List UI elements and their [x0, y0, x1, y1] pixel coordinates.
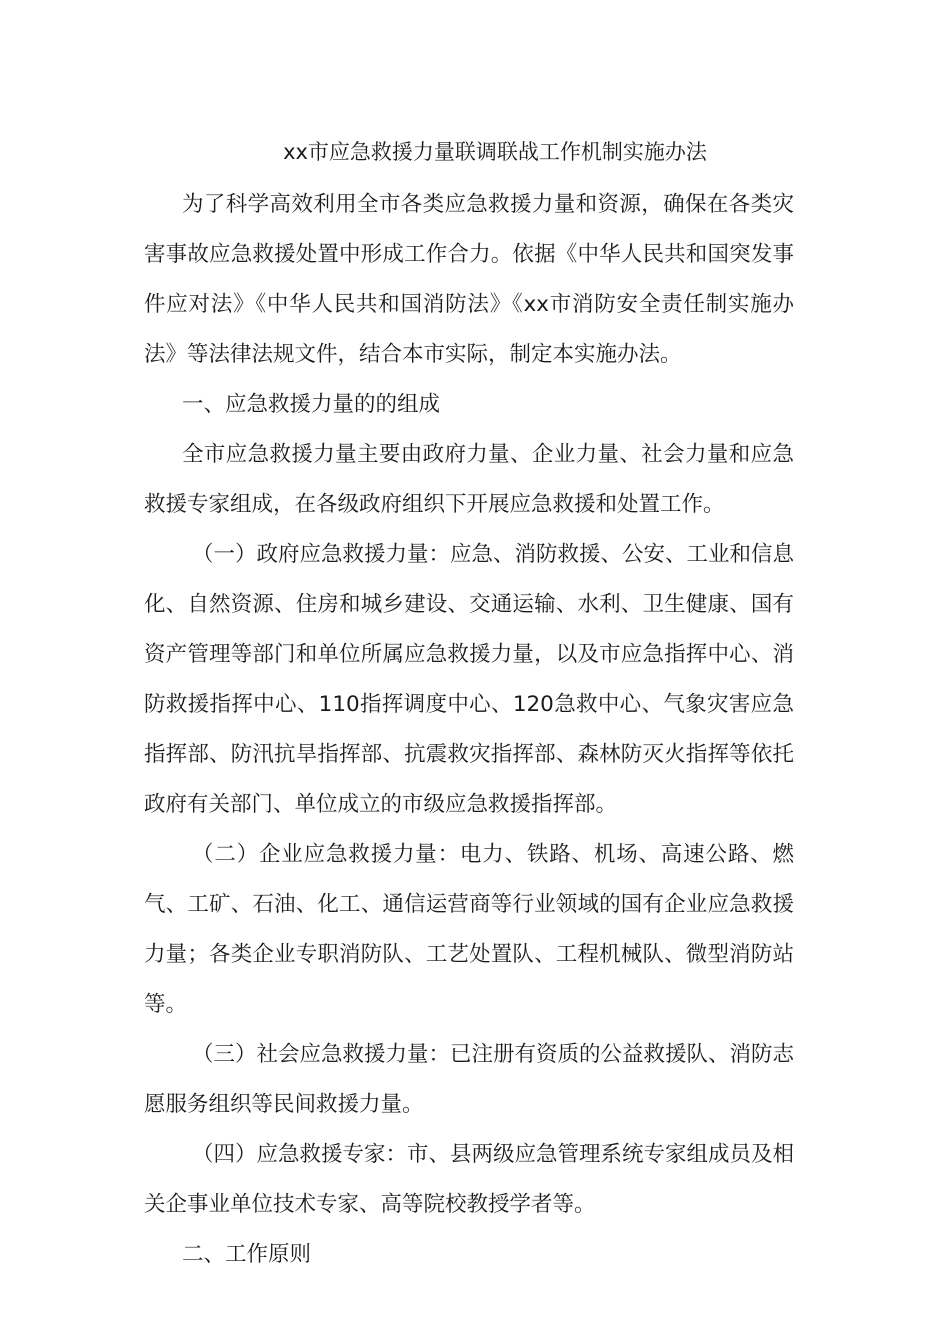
section-1-paragraph: 全市应急救援力量主要由政府力量、企业力量、社会力量和应急救援专家组成，在各级政府组织下开展应急救援和处置工作。: [144, 442, 794, 517]
subsection-government-forces: （一）政府应急救援力量：应急、消防救援、公安、工业和信息化、自然资源、住房和城乡建设、交通运输、水利、卫生健康、国有资产管理等部门和单位所属应急救援力量，以及市应急指挥中心、消防救援指挥中心、110指挥调度中心、120急救中心、气象灾害应急指挥部、防汛抗旱指挥部、抗震救灾指挥部、森林防灭火指挥等依托政府有关部门、单位成立的市级应急救援指挥部。: [144, 542, 795, 817]
subsection-experts: （四）应急救援专家：市、县两级应急管理系统专家组成员及相关企事业单位技术专家、高等院校教授学者等。: [144, 1142, 795, 1217]
section-heading-1: 一、应急救援力量的的组成: [182, 392, 441, 417]
document-body: [144, 180, 794, 1280]
intro-paragraph: 为了科学高效利用全市各类应急救援力量和资源，确保在各类灾害事故应急救援处置中形成工作合力。依据《中华人民共和国突发事件应对法》《中华人民共和国消防法》《xx市消防安全责任制实施办法》等法律法规文件，结合本市实际，制定本实施办法。: [144, 192, 794, 367]
document-title: xx市应急救援力量联调联战工作机制实施办法: [283, 140, 707, 164]
subsection-social-forces: （三）社会应急救援力量：已注册有资质的公益救援队、消防志愿服务组织等民间救援力量。: [144, 1042, 795, 1117]
section-heading-2: 二、工作原则: [182, 1242, 312, 1267]
subsection-enterprise-forces: （二）企业应急救援力量：电力、铁路、机场、高速公路、燃气、工矿、石油、化工、通信运营商等行业领域的国有企业应急救援力量；各类企业专职消防队、工艺处置队、工程机械队、微型消防站等。: [144, 842, 794, 1017]
